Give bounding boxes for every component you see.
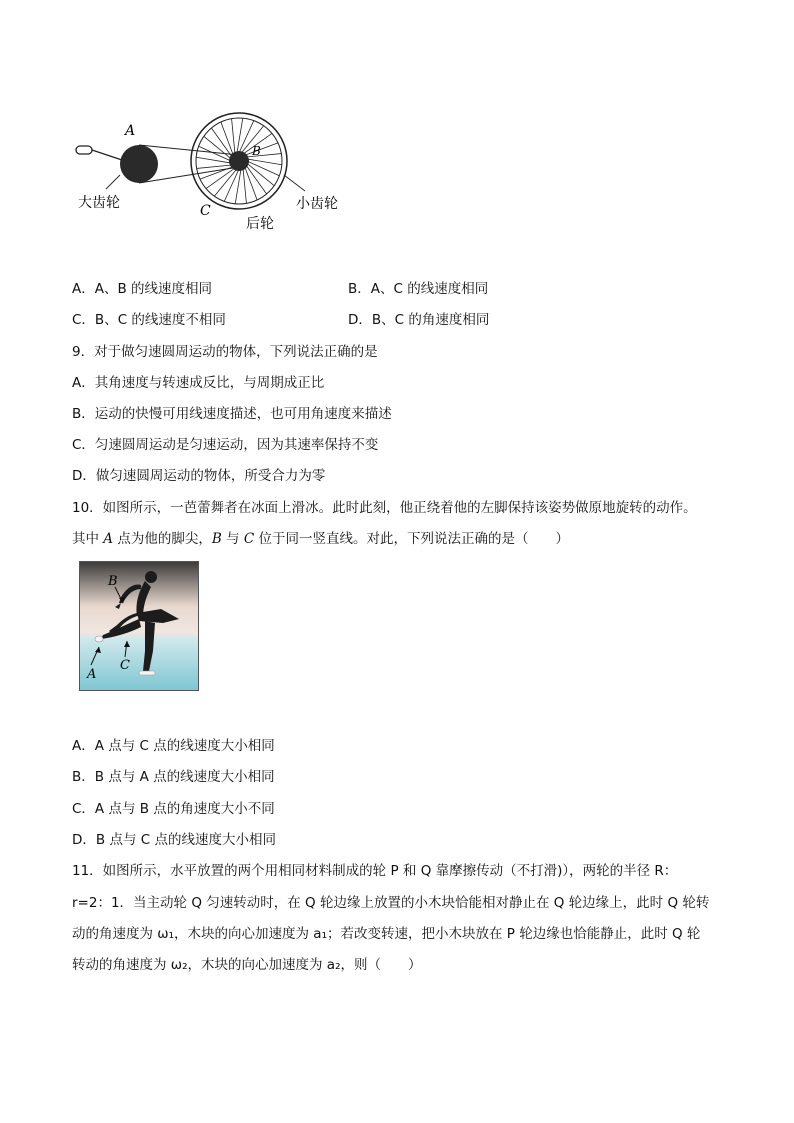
q9-option-b[interactable]: B．运动的快慢可用线速度描述，也可用角速度来描述: [72, 406, 392, 422]
q8-option-b[interactable]: B．A、C 的线速度相同: [348, 281, 489, 297]
skater-label-A: A: [87, 667, 97, 682]
bicycle-gear-figure: [70, 105, 360, 240]
wheel-spoke: [246, 165, 267, 194]
q10-point-b: B: [211, 531, 222, 547]
q8-option-a[interactable]: A．A、B 的线速度相同: [72, 281, 213, 297]
q10-option-c[interactable]: C．A 点与 B 点的角速度大小不同: [72, 801, 275, 817]
q10-point-c: C: [243, 531, 255, 547]
q11-line3: 动的角速度为 ω₁，木块的向心加速度为 a₁；若改变转速，把小木块放在 P 轮边缘也恰能静止，此时 Q 轮: [72, 926, 701, 942]
q8-option-c[interactable]: C．B、C 的线速度不相同: [72, 312, 226, 328]
q10-stem-line1: 10．如图所示，一芭蕾舞者在冰面上滑冰。此时此刻，他正绕着他的左脚保持该姿势做原地旋转的动作。: [72, 500, 697, 516]
wheel-spoke: [196, 157, 231, 163]
wheel-spoke: [237, 118, 243, 153]
small-gear-shape: [229, 151, 249, 171]
q10-option-a[interactable]: A．A 点与 C 点的线速度大小相同: [72, 738, 275, 754]
q9-stem: 9．对于做匀速圆周运动的物体，下列说法正确的是: [72, 344, 378, 360]
wheel-spoke: [243, 168, 246, 203]
q9-option-c[interactable]: C．匀速圆周运动是匀速运动，因为其速率保持不变: [72, 437, 379, 453]
wheel-spoke: [247, 159, 282, 165]
q11-line2: r=2：1．当主动轮 Q 匀速转动时，在 Q 轮边缘上放置的小木块恰能相对静止在 Q 轮边缘上，此时 Q 轮转: [72, 895, 710, 911]
big-gear-shape: [120, 145, 158, 183]
q11-line4: 转动的角速度为 ω₂，木块的向心加速度为 a₂，则（ ）: [72, 957, 422, 973]
label-C: C: [200, 203, 211, 219]
skater-label-C: C: [120, 658, 130, 673]
skater-label-B: B: [108, 574, 118, 589]
q10-stem-text: 与: [221, 531, 244, 547]
wheel-spoke: [206, 168, 235, 189]
q9-option-a[interactable]: A．其角速度与转速成反比，与周期成正比: [72, 375, 325, 391]
wheel-spoke: [232, 119, 235, 154]
label-rear-wheel: 后轮: [246, 216, 274, 232]
wheel-spoke: [235, 169, 241, 204]
q10-option-d[interactable]: D．B 点与 C 点的线速度大小相同: [72, 832, 276, 848]
wheel-spoke: [197, 165, 232, 168]
label-small-gear: 小齿轮: [296, 196, 338, 212]
pedal-shape: [76, 146, 92, 154]
q10-stem-text: 其中: [72, 531, 104, 547]
label-big-gear: 大齿轮: [78, 195, 120, 211]
q10-stem-line2: [72, 529, 569, 549]
skater-figure: [79, 561, 199, 691]
label-A: A: [125, 123, 136, 139]
label-B: B: [252, 144, 261, 158]
q11-line1: 11．如图所示，水平放置的两个用相同材料制成的轮 P 和 Q 靠摩擦传动（不打滑)），两轮的半径 R：: [72, 863, 678, 879]
q9-option-d[interactable]: D．做匀速圆周运动的物体，所受合力为零: [72, 468, 326, 484]
q10-option-b[interactable]: B．B 点与 A 点的线速度大小相同: [72, 769, 275, 785]
q10-stem-text: 点为他的脚尖，: [113, 531, 212, 547]
q10-stem-text: 位于同一竖直线。对此，下列说法正确的是（ ）: [254, 531, 569, 547]
q10-point-a: A: [103, 531, 114, 547]
q8-option-d[interactable]: D．B、C 的角速度相同: [348, 312, 490, 328]
